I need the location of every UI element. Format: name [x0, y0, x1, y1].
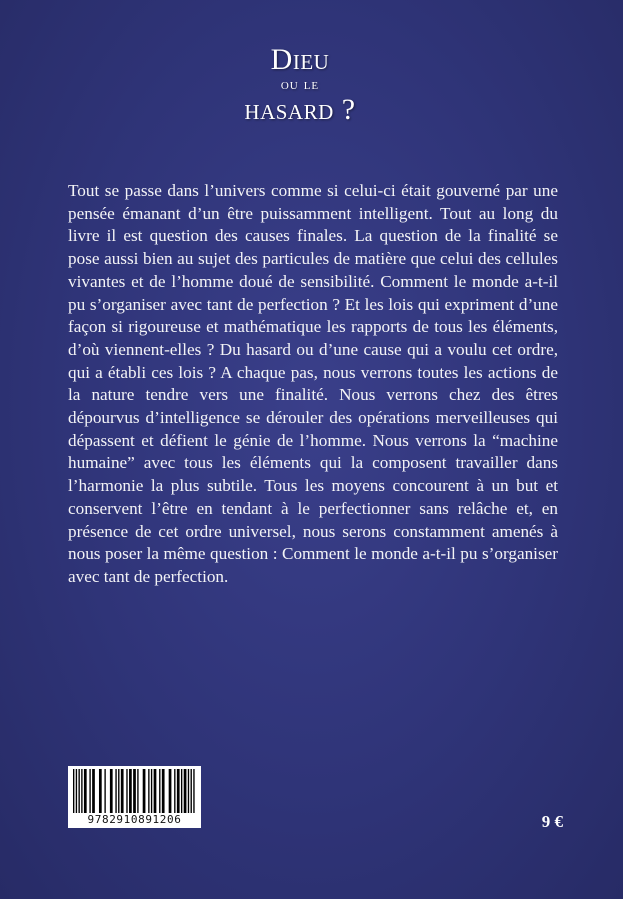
barcode-bar — [129, 769, 132, 813]
barcode-bar — [126, 769, 127, 813]
barcode-bar — [92, 769, 95, 813]
barcode-bar — [118, 769, 119, 813]
barcode-bars — [72, 769, 197, 813]
barcode-bar — [121, 769, 124, 813]
title-line-ou-le: ou le — [280, 76, 320, 93]
book-title — [150, 44, 450, 126]
barcode-bar — [148, 769, 149, 813]
title-line-dieu: Dieu — [270, 43, 330, 76]
title-line-hasard: hasard ? — [244, 93, 356, 126]
barcode-bar — [151, 769, 152, 813]
barcode-bar — [89, 769, 90, 813]
barcode-bar — [174, 769, 175, 813]
barcode-bar — [143, 769, 146, 813]
barcode-bar — [110, 769, 113, 813]
isbn-barcode — [68, 766, 201, 828]
blurb-paragraph: Tout se passe dans l’univers comme si celui-ci était gouverné par une pensée émanant d’un être puissamment intelligent. Tout au long du livre il est question des causes finales. La question de la finalité se pose aussi bien au sujet des particules de matière que celui des cellules vivantes et de l’homme doué de sensibilité. Comment le monde a-t-il pu s’organiser avec tant de perfection ? Et les lois qui expriment d’une façon si rigoureuse et mathématique les rapports de tous les éléments, d’où viennent-elles ? Du hasard ou d’une cause qui a voulu cet ordre, qui a établi ces lois ? A chaque pas, nous verrons toutes les actions de la nature tendre vers une finalité. Nous verrons chez des êtres dépourvus d’intelligence se dérouler des opérations merveilleuses qui dépassent et défient le génie de l’homme. Nous verrons la “machine humaine” avec tous les éléments qui la composent travailler dans l’harmonie la plus subtile. Tous les moyens concourent à un but et conservent l’être en tendant à le perfectionner sans relâche et, en présence de cet ordre universel, nous serons constamment amenés à nous poser la même question : Comment le monde a-t-il pu s’organiser avec tant de perfection. — [68, 181, 558, 586]
barcode-bar — [81, 769, 82, 813]
barcode-bar — [154, 769, 157, 813]
barcode-bar — [133, 769, 136, 813]
barcode-bar — [188, 769, 189, 813]
barcode-bar — [78, 769, 79, 813]
barcode-bar — [169, 769, 172, 813]
back-cover-blurb — [68, 180, 558, 589]
barcode-bar — [104, 769, 105, 813]
barcode-digits: 9782910891206 — [87, 813, 182, 826]
barcode-bar — [181, 769, 182, 813]
barcode-bar — [99, 769, 102, 813]
barcode-bar — [162, 769, 165, 813]
barcode-bar — [73, 769, 74, 813]
barcode-bar — [159, 769, 160, 813]
barcode-bar — [76, 769, 77, 813]
barcode-bar — [184, 769, 187, 813]
barcode-bar — [84, 769, 87, 813]
price-label: 9 € — [541, 812, 563, 831]
barcode-bar — [115, 769, 116, 813]
barcode-bar — [191, 769, 192, 813]
barcode-bar — [193, 769, 194, 813]
barcode-bar — [137, 769, 138, 813]
barcode-bar — [177, 769, 180, 813]
